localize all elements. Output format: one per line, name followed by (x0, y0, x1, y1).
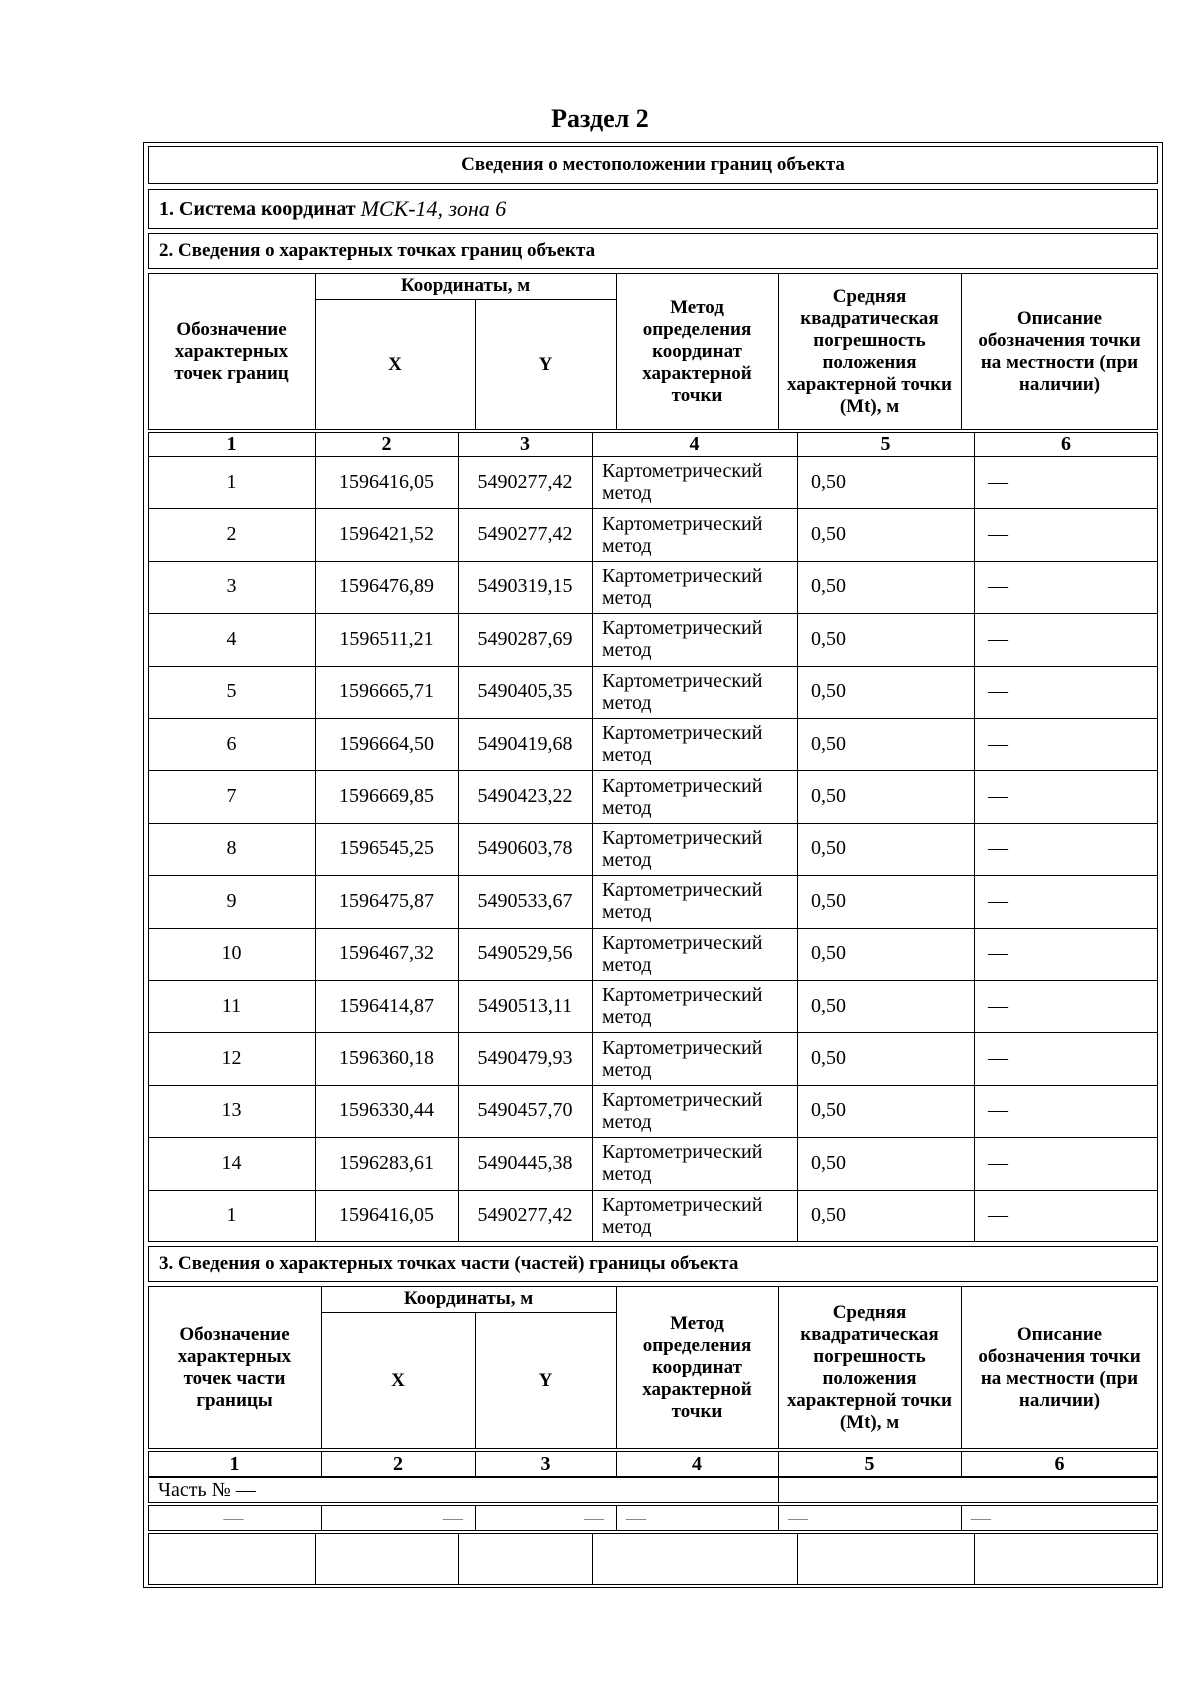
p2-cell-error: 0,50 (811, 785, 846, 808)
p2-cell-x: 1596283,61 (339, 1151, 434, 1174)
p2-column-number: 3 (520, 433, 530, 455)
p2-cell-error: 0,50 (811, 470, 846, 493)
p3-empty-cell: — (223, 1506, 244, 1529)
p2-cell-error: 0,50 (811, 523, 846, 546)
p2-cell-point: 10 (221, 942, 242, 965)
p3-column-number: 1 (229, 1453, 240, 1475)
p2-column-number: 6 (1061, 433, 1071, 455)
p2-cell-method: Картометрический метод (602, 931, 763, 976)
coord-system-value: МСК-14, зона 6 (360, 196, 507, 221)
p2-cell-x: 1596664,50 (339, 732, 434, 755)
p2-cell-point: 14 (221, 1151, 242, 1174)
p2-cell-point: 12 (221, 1047, 242, 1070)
part2-heading: 2. Сведения о характерных точках границ объекта (148, 233, 1158, 269)
p3-col-coords-header: Координаты, м (403, 1288, 534, 1309)
p2-cell-y: 5490445,38 (477, 1151, 573, 1174)
p2-cell-method: Картометрический метод (602, 512, 763, 557)
p2-cell-method: Картометрический метод (602, 617, 763, 662)
p2-cell-error: 0,50 (811, 889, 846, 912)
p2-cell-point: 5 (226, 680, 237, 703)
col-coords-header: Координаты, м (400, 275, 531, 296)
coord-system-label: 1. Система координат (159, 198, 356, 220)
p3-empty-cell: — (626, 1506, 646, 1529)
p3-empty-cell: — (584, 1506, 604, 1529)
p2-cell-method: Картометрический метод (602, 1036, 763, 1081)
p2-cell-point: 13 (221, 1099, 242, 1122)
p2-cell-y: 5490513,11 (477, 994, 573, 1017)
p3-empty-cell: — (971, 1506, 991, 1529)
p3-empty-cell: — (788, 1506, 808, 1529)
p2-cell-y: 5490405,35 (477, 680, 573, 703)
col-x-header: X (388, 353, 402, 375)
p2-cell-y: 5490423,22 (477, 785, 573, 808)
p2-cell-error: 0,50 (811, 627, 846, 650)
p2-cell-x: 1596545,25 (339, 837, 434, 860)
p2-cell-error: 0,50 (811, 1099, 846, 1122)
p2-cell-method: Картометрический метод (602, 1088, 763, 1133)
p2-cell-desc: — (988, 680, 1008, 703)
p2-cell-method: Картометрический метод (602, 669, 763, 714)
p2-cell-method: Картометрический метод (602, 774, 763, 819)
p2-cell-method: Картометрический метод (602, 460, 763, 505)
p3-col-error-header: Средняя квадратическая погрешность положения характерной точки (Mt), м (787, 1301, 952, 1433)
p2-cell-x: 1596511,21 (339, 627, 434, 650)
p2-cell-method: Картометрический метод (602, 564, 763, 609)
p2-cell-point: 2 (226, 523, 237, 546)
p2-cell-x: 1596414,87 (339, 994, 434, 1017)
p2-cell-desc: — (988, 1151, 1008, 1174)
col-point-header: Обозначение характерных точек границ (174, 318, 289, 384)
p3-empty-cell: — (443, 1506, 463, 1529)
p2-cell-desc: — (988, 627, 1008, 650)
p3-col-point-header: Обозначение характерных точек части границы (177, 1323, 292, 1411)
p2-cell-point: 4 (226, 627, 237, 650)
blank-row (148, 1533, 1158, 1585)
p3-column-number: 5 (864, 1453, 875, 1475)
p2-cell-desc: — (988, 470, 1008, 493)
p3-column-number: 2 (393, 1453, 403, 1475)
p2-cell-method: Картометрический метод (602, 826, 763, 871)
p2-cell-desc: — (988, 889, 1008, 912)
coord-system-row (148, 189, 1158, 229)
p3-column-number: 3 (540, 1453, 551, 1475)
p2-cell-x: 1596416,05 (339, 470, 434, 493)
p2-cell-error: 0,50 (811, 680, 846, 703)
p3-col-desc-header: Описание обозначения точки на местности (при наличии) (978, 1323, 1141, 1411)
p2-cell-error: 0,50 (811, 942, 846, 965)
p2-cell-y: 5490533,67 (477, 889, 573, 912)
p2-cell-y: 5490479,93 (477, 1047, 573, 1070)
p2-cell-error: 0,50 (811, 1151, 846, 1174)
p2-cell-x: 1596665,71 (339, 680, 434, 703)
p2-cell-point: 1 (226, 470, 237, 493)
p2-cell-error: 0,50 (811, 994, 846, 1017)
p2-cell-desc: — (988, 732, 1008, 755)
p3-column-number: 4 (692, 1453, 702, 1475)
p2-cell-desc: — (988, 837, 1008, 860)
part-label: Часть № — (158, 1479, 256, 1501)
p2-cell-desc: — (988, 994, 1008, 1017)
p3-col-x-header: X (391, 1369, 405, 1391)
p2-cell-x: 1596475,87 (339, 889, 434, 912)
p2-cell-desc: — (988, 1099, 1008, 1122)
p2-cell-x: 1596416,05 (339, 1204, 434, 1227)
p2-cell-method: Картометрический метод (602, 1193, 763, 1238)
part3-heading: 3. Сведения о характерных точках части (частей) границы объекта (148, 1246, 1158, 1282)
p2-cell-method: Картометрический метод (602, 879, 763, 924)
p2-column-number: 5 (880, 433, 891, 455)
section-header: Сведения о местоположении границ объекта (148, 146, 1158, 184)
page-title: Раздел 2 (551, 104, 649, 133)
p2-cell-y: 5490277,42 (477, 1204, 573, 1227)
p2-cell-x: 1596467,32 (339, 942, 434, 965)
p2-cell-desc: — (988, 1204, 1008, 1227)
p2-cell-error: 0,50 (811, 1204, 846, 1227)
p2-cell-x: 1596421,52 (339, 523, 434, 546)
col-y-header: Y (538, 353, 553, 375)
p2-cell-y: 5490277,42 (477, 523, 573, 546)
p2-cell-point: 1 (226, 1204, 237, 1227)
p2-cell-y: 5490287,69 (477, 627, 573, 650)
p2-column-number: 1 (226, 433, 237, 455)
p2-cell-error: 0,50 (811, 1047, 846, 1070)
p2-cell-y: 5490529,56 (477, 942, 573, 965)
p2-cell-y: 5490419,68 (477, 732, 573, 755)
p2-cell-y: 5490319,15 (477, 575, 573, 598)
col-method-header: Метод определения координат характерной точки (642, 296, 752, 406)
p2-cell-method: Картометрический метод (602, 1141, 763, 1186)
p3-col-y-header: Y (538, 1369, 553, 1391)
p2-cell-point: 9 (226, 889, 237, 912)
p2-cell-x: 1596330,44 (339, 1099, 434, 1122)
p2-cell-desc: — (988, 785, 1008, 808)
p2-cell-desc: — (988, 523, 1008, 546)
p2-cell-method: Картометрический метод (602, 722, 763, 767)
p2-cell-error: 0,50 (811, 732, 846, 755)
col-desc-header: Описание обозначения точки на местности (при наличии) (978, 307, 1141, 395)
p2-cell-point: 7 (226, 785, 237, 808)
p2-column-number: 4 (689, 433, 700, 455)
p2-cell-error: 0,50 (811, 575, 846, 598)
p2-column-number: 2 (381, 433, 392, 455)
p2-cell-point: 6 (226, 732, 237, 755)
p2-cell-y: 5490603,78 (477, 837, 573, 860)
p2-cell-error: 0,50 (811, 837, 846, 860)
p2-cell-x: 1596360,18 (339, 1047, 434, 1070)
p2-cell-point: 11 (221, 994, 242, 1017)
col-error-header: Средняя квадратическая погрешность положения характерной точки (Mt), м (787, 285, 952, 417)
p2-cell-point: 8 (226, 837, 237, 860)
p2-cell-x: 1596669,85 (339, 785, 434, 808)
p2-cell-method: Картометрический метод (602, 984, 763, 1029)
p2-cell-x: 1596476,89 (339, 575, 434, 598)
p3-column-number: 6 (1054, 1453, 1065, 1475)
p3-col-method-header: Метод определения координат характерной точки (642, 1312, 752, 1422)
p2-cell-desc: — (988, 942, 1008, 965)
p2-cell-point: 3 (226, 575, 237, 598)
p2-cell-desc: — (988, 1047, 1008, 1070)
p2-cell-desc: — (988, 575, 1008, 598)
p2-cell-y: 5490277,42 (477, 470, 573, 493)
p2-cell-y: 5490457,70 (477, 1099, 573, 1122)
